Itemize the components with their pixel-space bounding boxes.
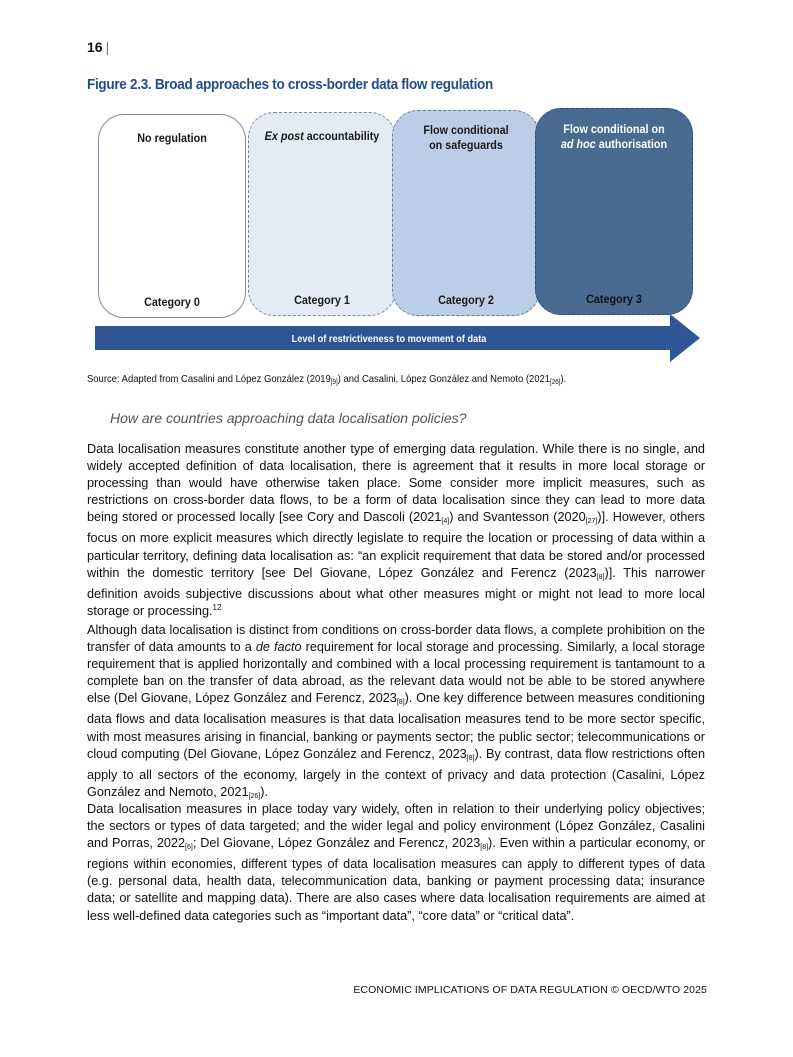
p1-ref1[interactable]: [4] — [441, 518, 450, 526]
p1-text-c: )]. However, others focus on more explicit measures which directly legislate to require the location or processing of data within a particular territory, defining data localisation as: “an explicit requirement that data be stored and/or processed within the domestic territory [see Del Giovane, López González and Ferencz (2023 — [87, 510, 706, 580]
source-suffix: ). — [560, 373, 567, 385]
category-1-label: Category 1 — [294, 293, 350, 307]
p2-text-d: ). By contrast, data flow restrictions often apply to all sectors of the economy, largely in the context of privacy and data protection (Casalini, López González and Nemoto, 2021 — [87, 746, 706, 799]
p2-text-e: ). — [260, 784, 268, 799]
page-number-value: 16 — [87, 39, 103, 55]
category-0-label: Category 0 — [144, 295, 200, 309]
page-number — [87, 39, 109, 55]
category-1-title-em: Ex post — [264, 129, 304, 143]
p3-ref1[interactable]: [6] — [185, 844, 193, 852]
section-heading: How are countries approaching data localisation policies? — [110, 410, 467, 426]
category-3-title-line1: Flow conditional on — [563, 122, 665, 136]
source-ref1[interactable]: [9] — [330, 379, 338, 386]
paragraph-3 — [87, 801, 705, 925]
page-number-separator: | — [105, 39, 110, 55]
category-2-label: Category 2 — [438, 293, 494, 307]
category-1-title-rest: accountability — [303, 129, 380, 143]
paragraph-1 — [87, 441, 705, 620]
p1-ref2[interactable]: [27] — [585, 518, 598, 526]
category-2-box — [392, 110, 540, 316]
p3-text-a: Data localisation measures in place today vary widely, often in relation to their underlying policy objectives; the sectors or types of data targeted; and the wider legal and policy environment (López González, Casalini and Porras, 2022 — [87, 802, 705, 851]
p3-text-c: ). Even within a particular economy, or regions within economies, different types of data localisation measures can apply to different types of data (e.g. personal data, health data, telecommunication data, banking or payment processing data; insurance data; or satellite and mapping data). There are also cases where data localisation requirements are aimed at less well-defined data categories such as “important data”, “core data” or “critical data”. — [87, 836, 705, 923]
p2-ref3[interactable]: [26] — [248, 792, 261, 800]
p3-text-b: ; Del Giovane, López González and Ferencz, 2023 — [192, 836, 481, 851]
category-2-title — [400, 123, 531, 153]
category-3-title — [544, 122, 684, 152]
source-middle: ) and Casalini, López González and Nemoto (2021 — [337, 373, 551, 385]
category-3-title-rest: authorisation — [595, 137, 668, 151]
figure-title: Figure 2.3. Broad approaches to cross-border data flow regulation — [87, 77, 493, 93]
p1-ref3[interactable]: [8] — [596, 573, 605, 581]
p2-text-c: ). One key difference between measures conditioning data flows and data localisation measures is that data localisation measures tend to be more sector specific, with most measures arising in financial, banking or payments sector; the public sector; telecommunications or cloud computing (Del Giovane, López González and Ferencz, 2023 — [87, 691, 705, 761]
p2-text-em: de facto — [255, 640, 302, 655]
page-footer: ECONOMIC IMPLICATIONS OF DATA REGULATION © OECD/WTO 2025 — [353, 984, 707, 996]
figure-diagram — [90, 106, 702, 366]
category-3-title-em: ad hoc — [560, 137, 596, 151]
p2-ref2[interactable]: [8] — [466, 754, 475, 762]
figure-source — [87, 373, 566, 386]
source-prefix: Source: Adapted from Casalini and López González (2019 — [87, 373, 331, 385]
p2-text-b: requirement for local storage and processing. Similarly, a local storage requirement that is applied horizontally and combined with a local processing requirement is tantamount to a complete ban on the transfer of data abroad, as the relevant data would not be able to be stored anywhere else (Del Giovane, López González and Ferencz, 2023 — [87, 640, 705, 706]
p3-ref2[interactable]: [8] — [480, 844, 489, 852]
category-0-box — [98, 114, 246, 318]
category-2-title-line2: on safeguards — [429, 138, 503, 152]
category-2-title-line1: Flow conditional — [423, 123, 509, 137]
p1-text-a: Data localisation measures constitute another type of emerging data regulation. While there is no single, and widely accepted definition of data localisation, there is agreement that it results in more local storage or processing than would have otherwise taken place. Some consider more implicit measures, such as restrictions on cross-border data flows, to be a form of data localisation since they can lead to more data being stored or processed locally [see Cory and Dascoli (2021 — [87, 442, 705, 525]
p1-text-b: ) and Svantesson (2020 — [449, 510, 586, 525]
arrow-label: Level of restrictiveness to movement of data — [291, 334, 487, 345]
category-3-box — [535, 108, 693, 315]
p2-text-a: Although data localisation is distinct from conditions on cross-border data flows, a complete prohibition on the transfer of data amounts to a — [87, 623, 705, 655]
category-1-box — [248, 112, 396, 316]
p2-ref1[interactable]: [8] — [396, 699, 405, 707]
p1-footnote-marker[interactable]: 12 — [212, 602, 222, 612]
category-1-title — [256, 129, 387, 144]
p1-text-d: )]. This narrower definition avoids subjective discussions about what other measures might or might not lead to more local storage or processing. — [87, 565, 705, 618]
paragraph-2 — [87, 622, 705, 805]
category-3-label: Category 3 — [586, 292, 642, 306]
source-ref2[interactable]: [26] — [550, 379, 561, 386]
category-0-title: No regulation — [137, 131, 207, 145]
